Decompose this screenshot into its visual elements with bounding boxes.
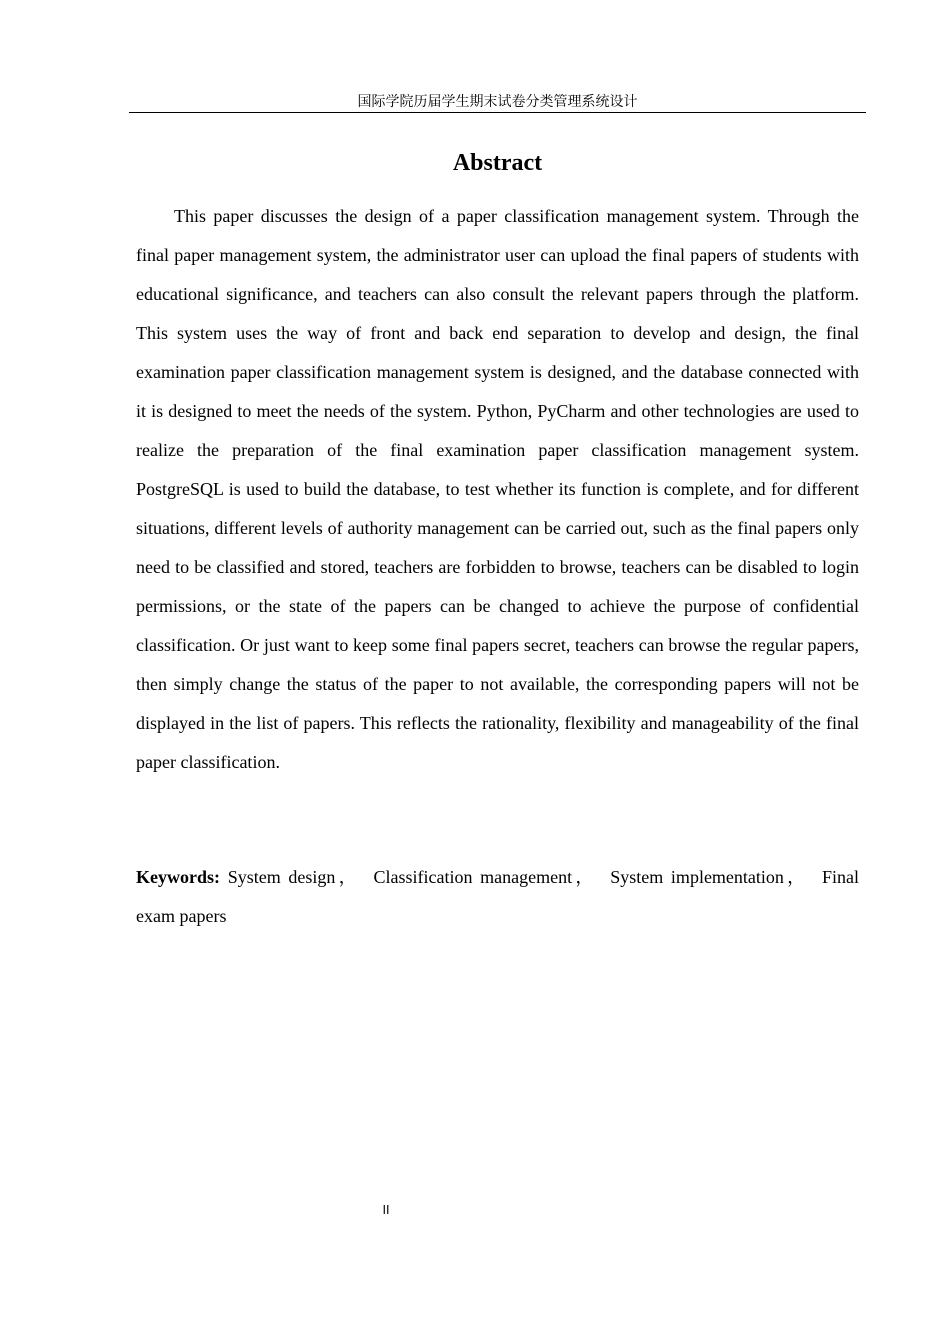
keywords-line	[136, 858, 859, 936]
keyword-item: System design	[227, 867, 336, 887]
keyword-separator: ，	[572, 867, 597, 887]
keyword-separator: ，	[335, 867, 360, 887]
abstract-title: Abstract	[452, 150, 543, 176]
keyword-item: Classification management	[373, 867, 573, 887]
keywords-label: Keywords:	[136, 867, 220, 887]
keyword-separator: ，	[783, 867, 809, 887]
keyword-item: System implementation	[610, 867, 784, 887]
page-number: II	[382, 1203, 390, 1217]
abstract-body: This paper discusses the design of a paper classification management system. Through the final paper management system, the administrator user can upload the final papers of students with educational significance, and teachers can also consult the relevant papers through the platform. This system uses the way of front and back end separation to develop and design, the final examination paper classification management system is designed, and the database connected with it is designed to meet the needs of the system. Python, PyCharm and other technologies are used to realize the preparation of the final examination paper classification management system. PostgreSQL is used to build the database, to test whether its function is complete, and for different situations, different levels of authority management can be carried out, such as the final papers only need to be classified and stored, teachers are forbidden to browse, teachers can be disabled to login permissions, or the state of the papers can be changed to achieve the purpose of confidential classification. Or just want to keep some final papers secret, teachers can browse the regular papers, then simply change the status of the paper to not available, the corresponding papers will not be displayed in the list of papers. This reflects the rationality, flexibility and manageability of the final paper classification.	[136, 206, 859, 772]
running-header: 国际学院历届学生期末试卷分类管理系统设计	[357, 94, 638, 110]
keyword-item: Final exam papers	[136, 867, 860, 926]
header-rule	[129, 112, 866, 113]
